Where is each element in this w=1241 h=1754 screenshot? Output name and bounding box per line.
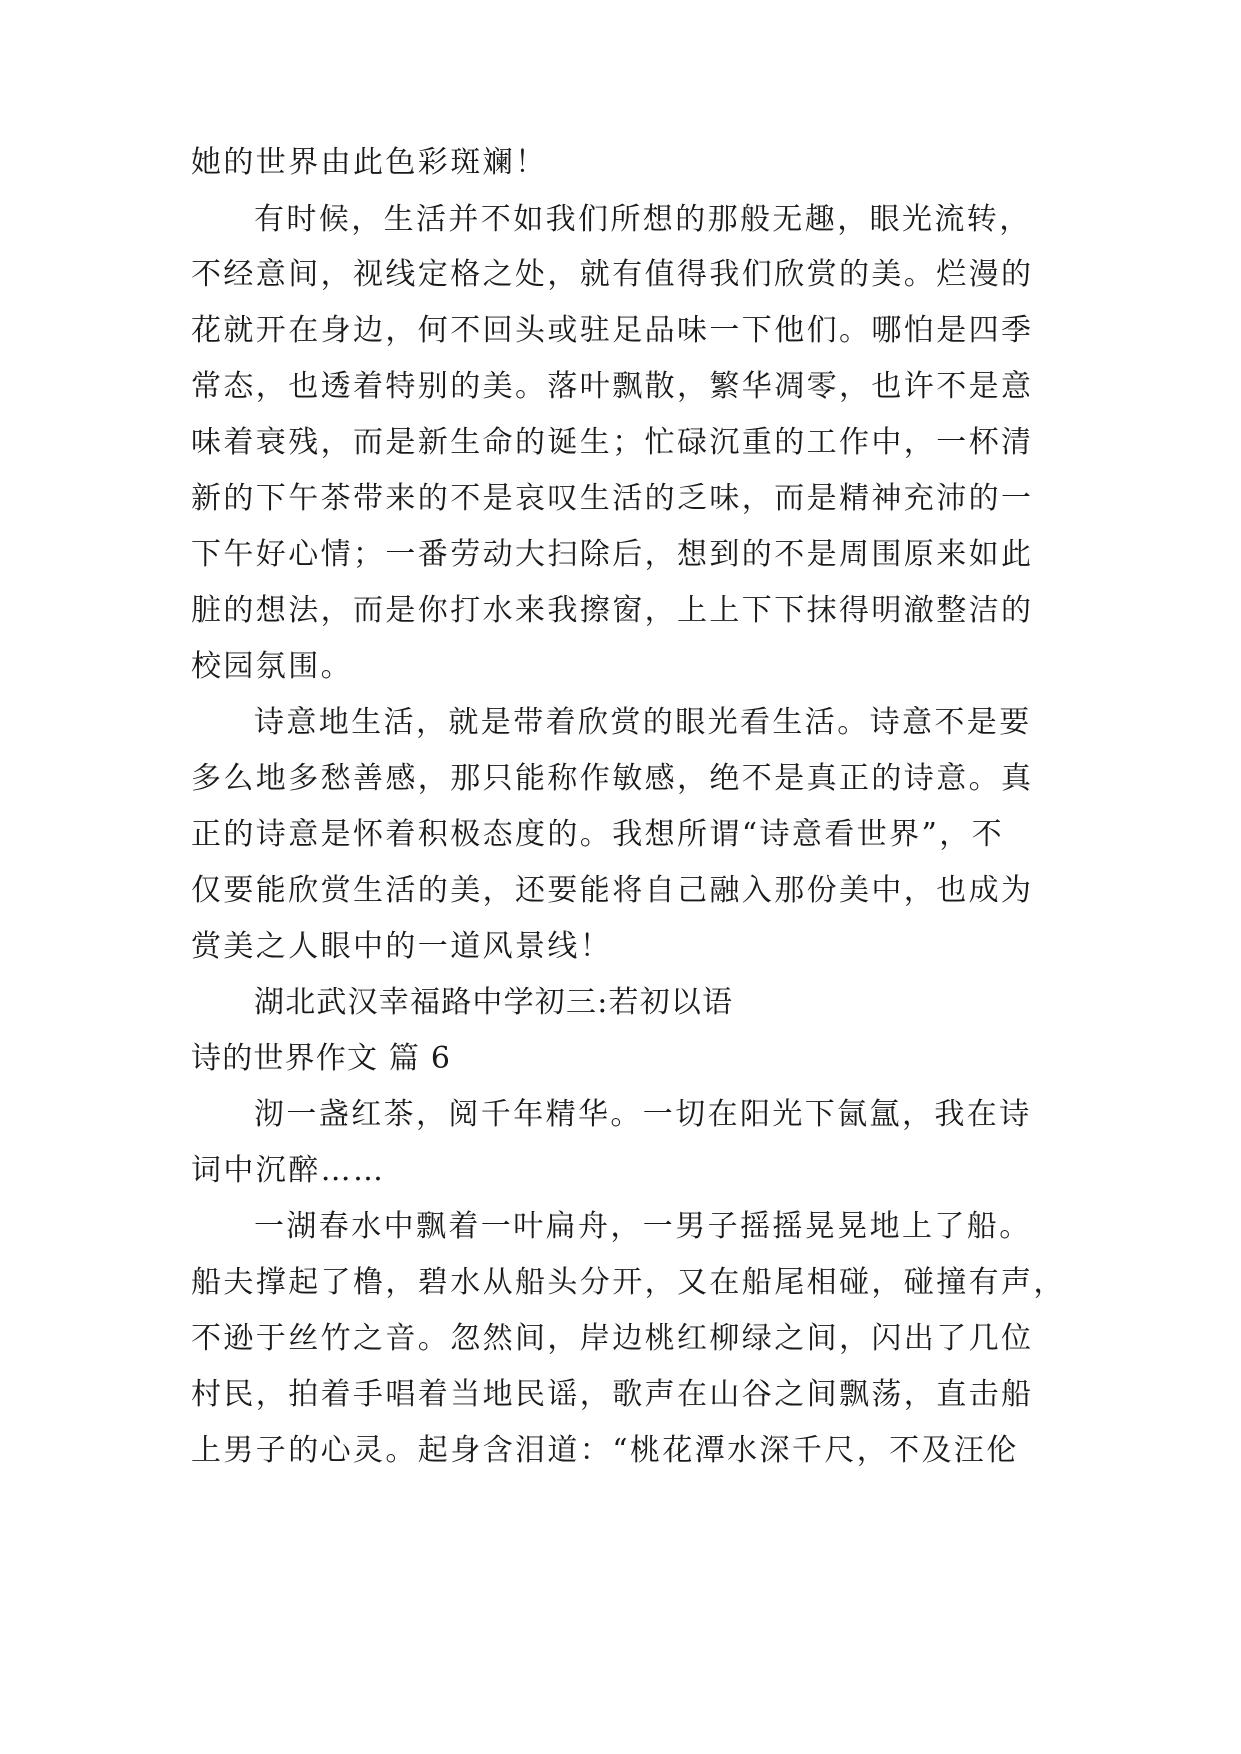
paragraph-line: 味着衰残，而是新生命的诞生；忙碌沉重的工作中，一杯清 — [191, 425, 1034, 460]
paragraph-line: 船夫撑起了橹，碧水从船头分开，又在船尾相碰，碰撞有声， — [191, 1265, 1066, 1300]
paragraph-line: 脏的想法，而是你打水来我擦窗，上上下下抹得明澈整洁的 — [191, 593, 1034, 628]
paragraph-line: 有时候，生活并不如我们所想的那般无趣，眼光流转， — [254, 202, 1032, 237]
paragraph-line: 校园氛围。 — [191, 649, 353, 684]
paragraph-line: 不经意间，视线定格之处，就有值得我们欣赏的美。烂漫的 — [191, 257, 1034, 292]
paragraph-line: 常态，也透着特别的美。落叶飘散，繁华凋零，也许不是意 — [191, 369, 1034, 404]
paragraph-line: 一湖春水中飘着一叶扁舟，一男子摇摇晃晃地上了船。 — [254, 1209, 1032, 1244]
paragraph-line: 赏美之人眼中的一道风景线！ — [191, 929, 613, 964]
author-signature: 湖北武汉幸福路中学初三:若初以语 — [254, 985, 734, 1020]
paragraph-line: 仅要能欣赏生活的美，还要能将自己融入那份美中，也成为 — [191, 873, 1034, 908]
paragraph-line: 不逊于丝竹之音。忽然间，岸边桃红柳绿之间，闪出了几位 — [191, 1321, 1034, 1356]
paragraph-line: 村民，拍着手唱着当地民谣，歌声在山谷之间飘荡，直击船 — [191, 1377, 1034, 1412]
paragraph-line: 词中沉醉…… — [191, 1153, 386, 1188]
paragraph-line: 新的下午茶带来的不是哀叹生活的乏味，而是精神充沛的一 — [191, 481, 1034, 516]
paragraph-line: 下午好心情；一番劳动大扫除后，想到的不是周围原来如此 — [191, 537, 1034, 572]
paragraph-line: 多么地多愁善感，那只能称作敏感，绝不是真正的诗意。真 — [191, 761, 1034, 796]
paragraph-line: 上男子的心灵。起身含泪道：“桃花潭水深千尺，不及汪伦 — [191, 1433, 1019, 1468]
section-heading: 诗的世界作文 篇 6 — [191, 1041, 452, 1076]
paragraph-line: 沏一盏红茶，阅千年精华。一切在阳光下氤氲，我在诗 — [254, 1097, 1032, 1132]
paragraph-line: 正的诗意是怀着积极态度的。我想所谓“诗意看世界”，不 — [191, 817, 1005, 852]
paragraph-line: 她的世界由此色彩斑斓！ — [191, 145, 548, 180]
paragraph-line: 诗意地生活，就是带着欣赏的眼光看生活。诗意不是要 — [254, 705, 1032, 740]
paragraph-line: 花就开在身边，何不回头或驻足品味一下他们。哪怕是四季 — [191, 313, 1034, 348]
